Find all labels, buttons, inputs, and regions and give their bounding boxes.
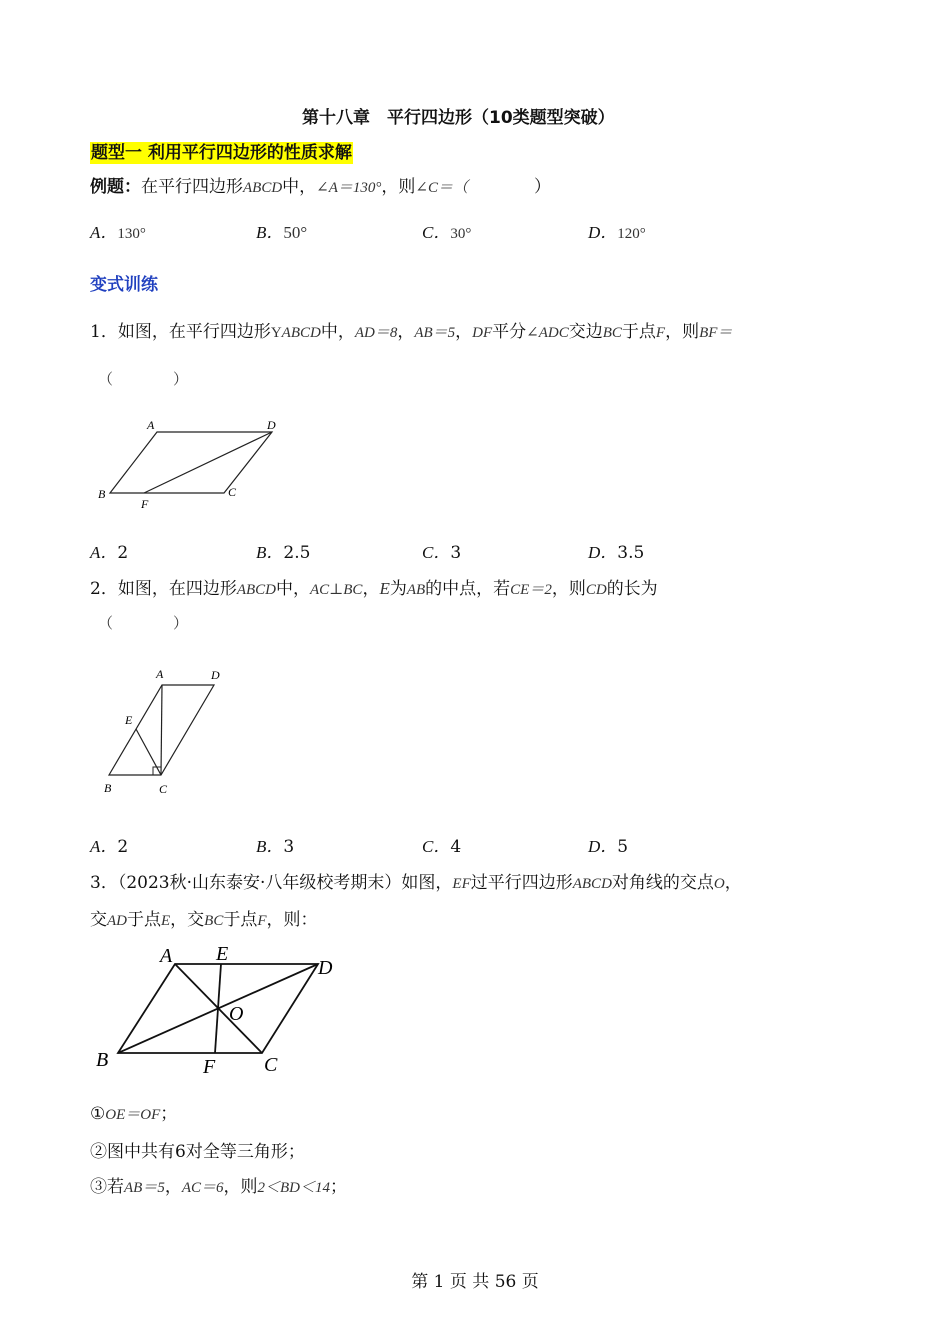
q2-ab: AB — [406, 582, 426, 598]
q3-bc: BC — [204, 913, 224, 929]
option-letter: D． — [588, 223, 618, 242]
q3-line2-text: ，交 — [170, 910, 205, 930]
option-letter: C． — [422, 543, 451, 562]
q3-line2-text: 于点 — [127, 910, 161, 930]
example-option-a — [90, 218, 146, 243]
q1-abcd: ABCD — [281, 325, 321, 341]
page-footer: 第 1 页 共 56 页 — [411, 1272, 539, 1292]
q3-label-c: C — [264, 1054, 278, 1076]
example-text-3: ，则 — [381, 177, 416, 197]
q2-segment-ac — [161, 685, 162, 775]
q1-label-d: D — [267, 418, 276, 432]
q3-num: 3． — [90, 873, 118, 893]
option-value: 2.5 — [283, 543, 311, 563]
q2-num: 2． — [90, 579, 118, 599]
q2-label-a: A — [156, 667, 164, 681]
q1-df: DF — [472, 325, 493, 341]
q2-text-2: 中， — [276, 579, 310, 599]
q3-s3-ab: AB＝5 — [124, 1180, 165, 1196]
option-value: 50° — [283, 223, 308, 242]
q1-comma: ， — [455, 322, 473, 342]
q3-label-e: E — [216, 943, 229, 965]
q3-text-1: 如图， — [401, 873, 453, 893]
q1-parallelogram — [110, 432, 272, 493]
statement-end: ； — [160, 1104, 178, 1124]
q1-option-d — [588, 538, 644, 563]
q2-cd: CD — [585, 582, 607, 598]
option-letter: C． — [422, 223, 451, 242]
q1-ad: AD＝8 — [354, 325, 398, 341]
q1-option-b — [256, 538, 310, 563]
q2-text-3: 为 — [389, 579, 407, 599]
section-heading-text: 题型一 利用平行四边形的性质求解 — [91, 143, 352, 163]
q1-ab: AB＝5 — [414, 325, 456, 341]
q3-line2-text: 于点 — [223, 910, 258, 930]
example-text-2: 中， — [282, 177, 317, 197]
q1-text-4: 交边 — [568, 322, 603, 342]
q3-e: E — [161, 913, 171, 929]
option-letter: A． — [90, 837, 118, 856]
option-value: 2 — [117, 837, 129, 857]
statement-comma: ， — [164, 1177, 182, 1197]
option-letter: B． — [256, 223, 284, 242]
q1-f: F — [655, 325, 666, 341]
q1-text-5: 于点 — [621, 322, 656, 342]
q1-paren: （ ） — [98, 372, 189, 388]
q3-f: F — [257, 913, 267, 929]
q2-option-d — [588, 832, 628, 857]
q2-comma: ， — [362, 579, 380, 599]
q1-text — [90, 317, 732, 342]
option-letter: D． — [588, 837, 618, 856]
q1-figure — [90, 412, 290, 512]
q2-label-d: D — [211, 668, 220, 682]
q3-abcd: ABCD — [572, 876, 612, 892]
q1-option-a — [90, 538, 128, 563]
q1-angle: ∠ADC — [526, 325, 569, 341]
statement-text: ，则 — [223, 1177, 258, 1197]
page-title: 第十八章 平行四边形（10类题型突破） — [302, 108, 615, 128]
q2-label-b: B — [104, 781, 112, 795]
q1-bf: BF＝ — [699, 325, 733, 341]
example-paren-close: ） — [533, 177, 551, 197]
option-value: 3 — [450, 543, 462, 563]
q3-ad: AD — [107, 913, 127, 929]
q3-figure — [90, 938, 350, 1083]
q1-label-f: F — [141, 497, 149, 511]
q3-source: （2023秋·山东泰安·八年级校考期末） — [117, 873, 402, 893]
q3-label-a: A — [160, 945, 173, 967]
q2-label-e: E — [125, 713, 133, 727]
example-label: 例题： — [90, 177, 141, 197]
example-abcd: ABCD — [243, 180, 283, 196]
option-value: 4 — [450, 837, 462, 857]
q1-num: 1． — [90, 322, 118, 342]
option-letter: A． — [90, 223, 118, 242]
q2-option-a — [90, 832, 128, 857]
example-angle-c: ∠C＝（ — [415, 180, 468, 196]
option-letter: D． — [588, 543, 618, 562]
q3-s3-ac: AC＝6 — [181, 1180, 224, 1196]
q2-segment-ce — [136, 729, 161, 775]
example-angle-a: ∠A＝130° — [316, 180, 382, 196]
q2-text — [90, 574, 658, 599]
q3-text-3: 对角线的交点 — [611, 873, 714, 893]
q2-abcd: ABCD — [236, 582, 276, 598]
q1-text-6: ，则 — [665, 322, 700, 342]
q3-line2-text: ，则： — [266, 910, 318, 930]
q3-label-b: B — [96, 1049, 109, 1071]
q1-option-c — [422, 538, 461, 563]
option-value: 120° — [617, 226, 646, 242]
section-heading — [90, 138, 353, 163]
q3-label-d: D — [318, 957, 333, 979]
q2-e: E — [379, 579, 390, 598]
q3-label-o: O — [229, 1003, 244, 1025]
example-option-b — [256, 218, 307, 243]
statement-marker: ① — [90, 1104, 106, 1124]
q3-o: O — [713, 876, 725, 892]
statement-marker: ③若 — [90, 1177, 124, 1197]
q3-text-4: ， — [724, 873, 742, 893]
option-value: 5 — [617, 837, 629, 857]
q3-label-f: F — [203, 1056, 216, 1078]
q2-text-4: 的中点，若 — [425, 579, 511, 599]
option-letter: C． — [422, 837, 451, 856]
option-value: 2 — [117, 543, 129, 563]
q1-text-2: 中， — [320, 322, 355, 342]
q1-label-c: C — [228, 485, 237, 499]
q2-figure — [96, 662, 236, 800]
q2-text-6: 的长为 — [606, 579, 658, 599]
q1-segment-df — [144, 432, 272, 493]
variants-heading: 变式训练 — [90, 275, 158, 295]
example-question — [90, 172, 551, 197]
example-text-1: 在平行四边形 — [141, 177, 243, 197]
q3-line2-text: 交 — [90, 910, 107, 930]
q3-statement-2: ②图中共有6对全等三角形； — [90, 1142, 305, 1162]
q1-text-1: 如图，在平行四边形 — [117, 322, 271, 342]
statement-end: ； — [330, 1177, 347, 1197]
q2-text-5: ，则 — [551, 579, 586, 599]
example-option-c — [422, 218, 471, 243]
q3-text-2: 过平行四边形 — [470, 873, 573, 893]
q2-option-b — [256, 832, 294, 857]
option-letter: B． — [256, 543, 284, 562]
q1-label-a: A — [147, 418, 155, 432]
option-value: 3 — [283, 837, 295, 857]
option-letter: B． — [256, 837, 284, 856]
option-value: 130° — [117, 226, 146, 242]
q1-label-b: B — [98, 487, 106, 501]
q3-ef: EF — [452, 876, 471, 892]
q3-text-line2 — [90, 905, 318, 930]
q3-s3-ineq: 2＜BD＜14 — [257, 1180, 330, 1196]
q1-bc: BC — [602, 325, 622, 341]
example-option-d — [588, 218, 646, 243]
q1-parallelogram-symbol: Y — [270, 325, 282, 341]
q2-perp: AC⊥BC — [310, 582, 363, 598]
q2-text-1: 如图，在四边形 — [117, 579, 237, 599]
q3-statement-3 — [90, 1172, 347, 1197]
q3-statement-1 — [90, 1099, 177, 1124]
q3-text-line1 — [90, 868, 742, 893]
q3-s1-math: OE＝OF — [105, 1107, 161, 1123]
q2-paren: （ ） — [98, 616, 189, 632]
option-value: 30° — [450, 226, 472, 242]
option-letter: A． — [90, 543, 118, 562]
q2-option-c — [422, 832, 461, 857]
option-value: 3.5 — [617, 543, 645, 563]
q2-ce: CE＝2 — [510, 582, 552, 598]
q1-comma: ， — [397, 322, 415, 342]
q1-text-3: 平分 — [492, 322, 527, 342]
q2-label-c: C — [159, 782, 168, 796]
